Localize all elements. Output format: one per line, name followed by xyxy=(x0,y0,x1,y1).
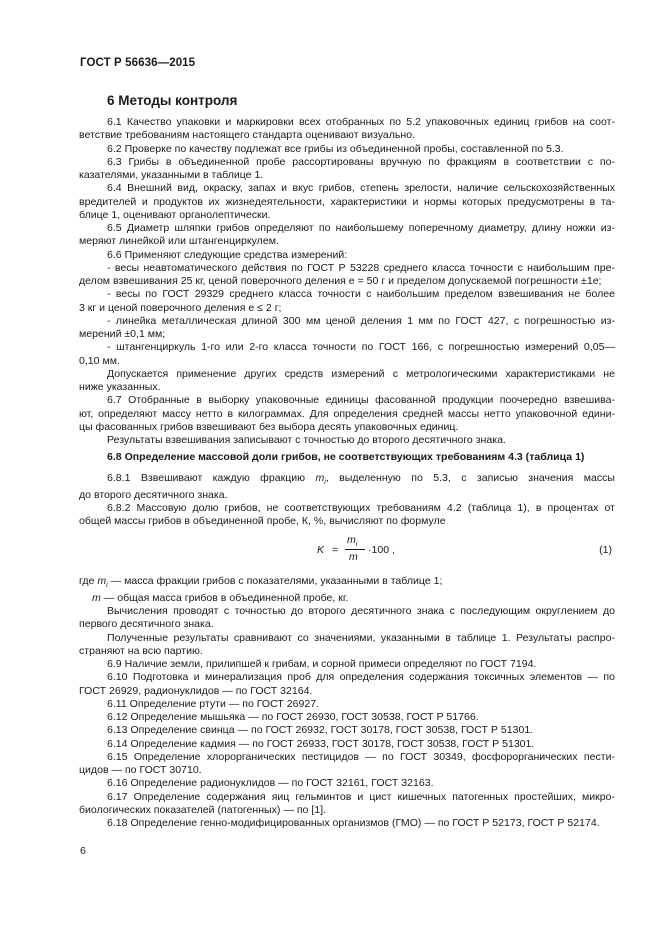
paragraph-line: ветствие требованиям настоящего стандарта оценивают визуально. xyxy=(79,129,416,142)
formula-numerator: $m_i$ xyxy=(347,533,358,548)
paragraph-line: 6.2 Проверке по качеству подлежат все грибы из объединенной пробы, составленной по 5.3. xyxy=(107,142,564,155)
paragraph-line: 6.16 Определение радионуклидов — по ГОСТ 32161, ГОСТ 32163. xyxy=(107,777,434,790)
paragraph-line: ГОСТ 26929, радионуклидов — по ГОСТ 32164. xyxy=(79,684,313,697)
formula-denominator: m xyxy=(349,550,358,563)
paragraph-line: 3 кг и ценой поверочного деления е ≤ 2 г; xyxy=(79,301,282,314)
paragraph-line: 6.9 Наличие земли, прилипшей к грибам, и сорной примеси определяют по ГОСТ 7194. xyxy=(107,658,537,671)
section-title: 6 Методы контроля xyxy=(107,93,238,108)
formula-legend-line: где $m_i$ — масса фракции грибов с показателями, указанными в таблице 1; xyxy=(79,574,443,589)
paragraph-line: - линейка металлическая длиной 300 мм ценой деления 1 мм по ГОСТ 427, с погрешностью из- xyxy=(107,314,615,327)
paragraph-line: 6.15 Определение хлорорганических пестицидов — по ГОСТ 30349, фосфорорганических пести- xyxy=(107,750,615,763)
paragraph-line: Допускается применение других средств измерений с метрологическими характеристиками не xyxy=(107,367,615,380)
paragraph-line: 6.8.2 Массовую долю грибов, не соответствующих требованиям 4.2 (таблица 1), в процентах от xyxy=(107,502,615,515)
paragraph-line: 6.12 Определение мышьяка — по ГОСТ 26930, ГОСТ 30538, ГОСТ Р 51766. xyxy=(107,711,479,724)
paragraph-line: 6.13 Определение свинца — по ГОСТ 26932, ГОСТ 30178, ГОСТ 30538, ГОСТ Р 51301. xyxy=(107,724,534,737)
paragraph-line: 6.7 Отобранные в выборку упаковочные единицы фасованной продукции поочередно взвешива- xyxy=(107,394,615,407)
paragraph-line: 6.14 Определение кадмия — по ГОСТ 26933, ГОСТ 30178, ГОСТ 30538, ГОСТ Р 51301. xyxy=(107,737,535,750)
paragraph-line: 6.3 Грибы в объединенной пробе рассортированы вручную по фракциям в соответствии с по- xyxy=(107,155,615,168)
paragraph-line: 6.8.1 Взвешивают каждую фракцию $m_i$, выделенную по 5.3, с записью значения массы xyxy=(107,471,615,486)
formula-1 xyxy=(79,534,615,570)
paragraph-line: 6.10 Подготовка и минерализация проб для определения содержания токсичных элементов — по xyxy=(107,671,615,684)
paragraph-line: цы фасованных грибов взвешивают без выбора десять упаковочных единиц. xyxy=(79,420,459,433)
formula-number: (1) xyxy=(599,543,612,556)
paragraph-line: первого десятичного знака. xyxy=(79,618,214,631)
paragraph-line: Результаты взвешивания записывают с точностью до второго десятичного знака. xyxy=(107,434,506,446)
paragraph-line: 0,10 мм. xyxy=(79,354,120,367)
paragraph-line: - весы неавтоматического действия по ГОСТ Р 53228 среднего класса точности с наибольшим пре- xyxy=(107,261,615,274)
paragraph-line: до второго десятичного знака. xyxy=(79,488,228,501)
paragraph-line: 6.6 Применяют следующие средства измерений: xyxy=(107,248,348,261)
paragraph-line: вредителей и продуктов их жизнедеятельности, характеристики и нормы которых предусмотрены в та- xyxy=(79,195,615,208)
formula-equals: = xyxy=(332,543,339,556)
fraction-bar xyxy=(345,549,365,550)
paragraph-line: казателями, указанными в таблице 1. xyxy=(79,169,264,181)
subsection-title: 6.8 Определение массовой доли грибов, не соответствующих требованиям 4.3 (таблица 1) xyxy=(107,451,585,464)
formula-legend-line: m — общая масса грибов в объединенной пробе, кг. xyxy=(92,591,349,604)
paragraph-line: 6.17 Определение содержания яиц гельминтов и цист кишечных патогенных простейших, микро- xyxy=(107,790,615,803)
paragraph-line: ют, определяют массу нетто в килограммах. Для определения средней массы нетто упаковочной едини- xyxy=(79,407,615,420)
paragraph-line: - штангенциркуль 1-го или 2-го класса точности по ГОСТ 166, с погрешностью измерений 0,05— xyxy=(107,341,615,354)
paragraph-line: - весы по ГОСТ 29329 среднего класса точности с наибольшим пределом взвешивания не более xyxy=(107,288,615,301)
paragraph-line: блице 1, оценивают органолептически. xyxy=(79,208,271,221)
formula-lhs: K xyxy=(317,543,325,556)
page-number: 6 xyxy=(80,845,86,857)
document-body xyxy=(79,116,615,830)
paragraph-line: общей массы грибов в объединенной пробе, К, %, вычисляют по формуле xyxy=(79,515,446,528)
paragraph-line: делом взвешивания 25 кг, ценой поверочного деления е = 50 г и пределом допускаемой погрешности ±1е; xyxy=(79,275,602,287)
paragraph-line: Вычисления проводят с точностью до второго десятичного знака с последующим округлением до xyxy=(107,605,615,618)
standard-header: ГОСТ Р 56636—2015 xyxy=(80,57,196,69)
paragraph-line: биологических показателей (патогенных) — по [1]. xyxy=(79,803,326,816)
paragraph-line: 6.1 Качество упаковки и маркировки всех отобранных по 5.2 упаковочных единиц грибов на соот- xyxy=(107,116,615,128)
paragraph-line: 6.18 Определение генно-модифицированных организмов (ГМО) — по ГОСТ Р 52173, ГОСТ Р 52174. xyxy=(107,817,600,830)
paragraph-line: ниже указанных. xyxy=(79,381,161,393)
paragraph-line: 6.4 Внешний вид, окраску, запах и вкус грибов, степень зрелости, наличие сельскохозяйственных xyxy=(107,182,615,195)
paragraph-line: страняют на всю партию. xyxy=(79,644,203,657)
paragraph-line: 6.11 Определение ртути — по ГОСТ 26927. xyxy=(107,697,320,710)
paragraph-line: мерений ±0,1 мм; xyxy=(79,328,166,340)
paragraph-line: Полученные результаты сравнивают со значениями, указанными в таблице 1. Результаты распро- xyxy=(107,631,615,644)
paragraph-line: меряют линейкой или штангенциркулем. xyxy=(79,235,279,248)
paragraph-line: цидов — по ГОСТ 30710. xyxy=(79,764,202,777)
formula-factor: ·100 , xyxy=(368,543,395,556)
paragraph-line: 6.5 Диаметр шляпки грибов определяют по наибольшему поперечному диаметру, длину ножки из- xyxy=(107,222,615,234)
